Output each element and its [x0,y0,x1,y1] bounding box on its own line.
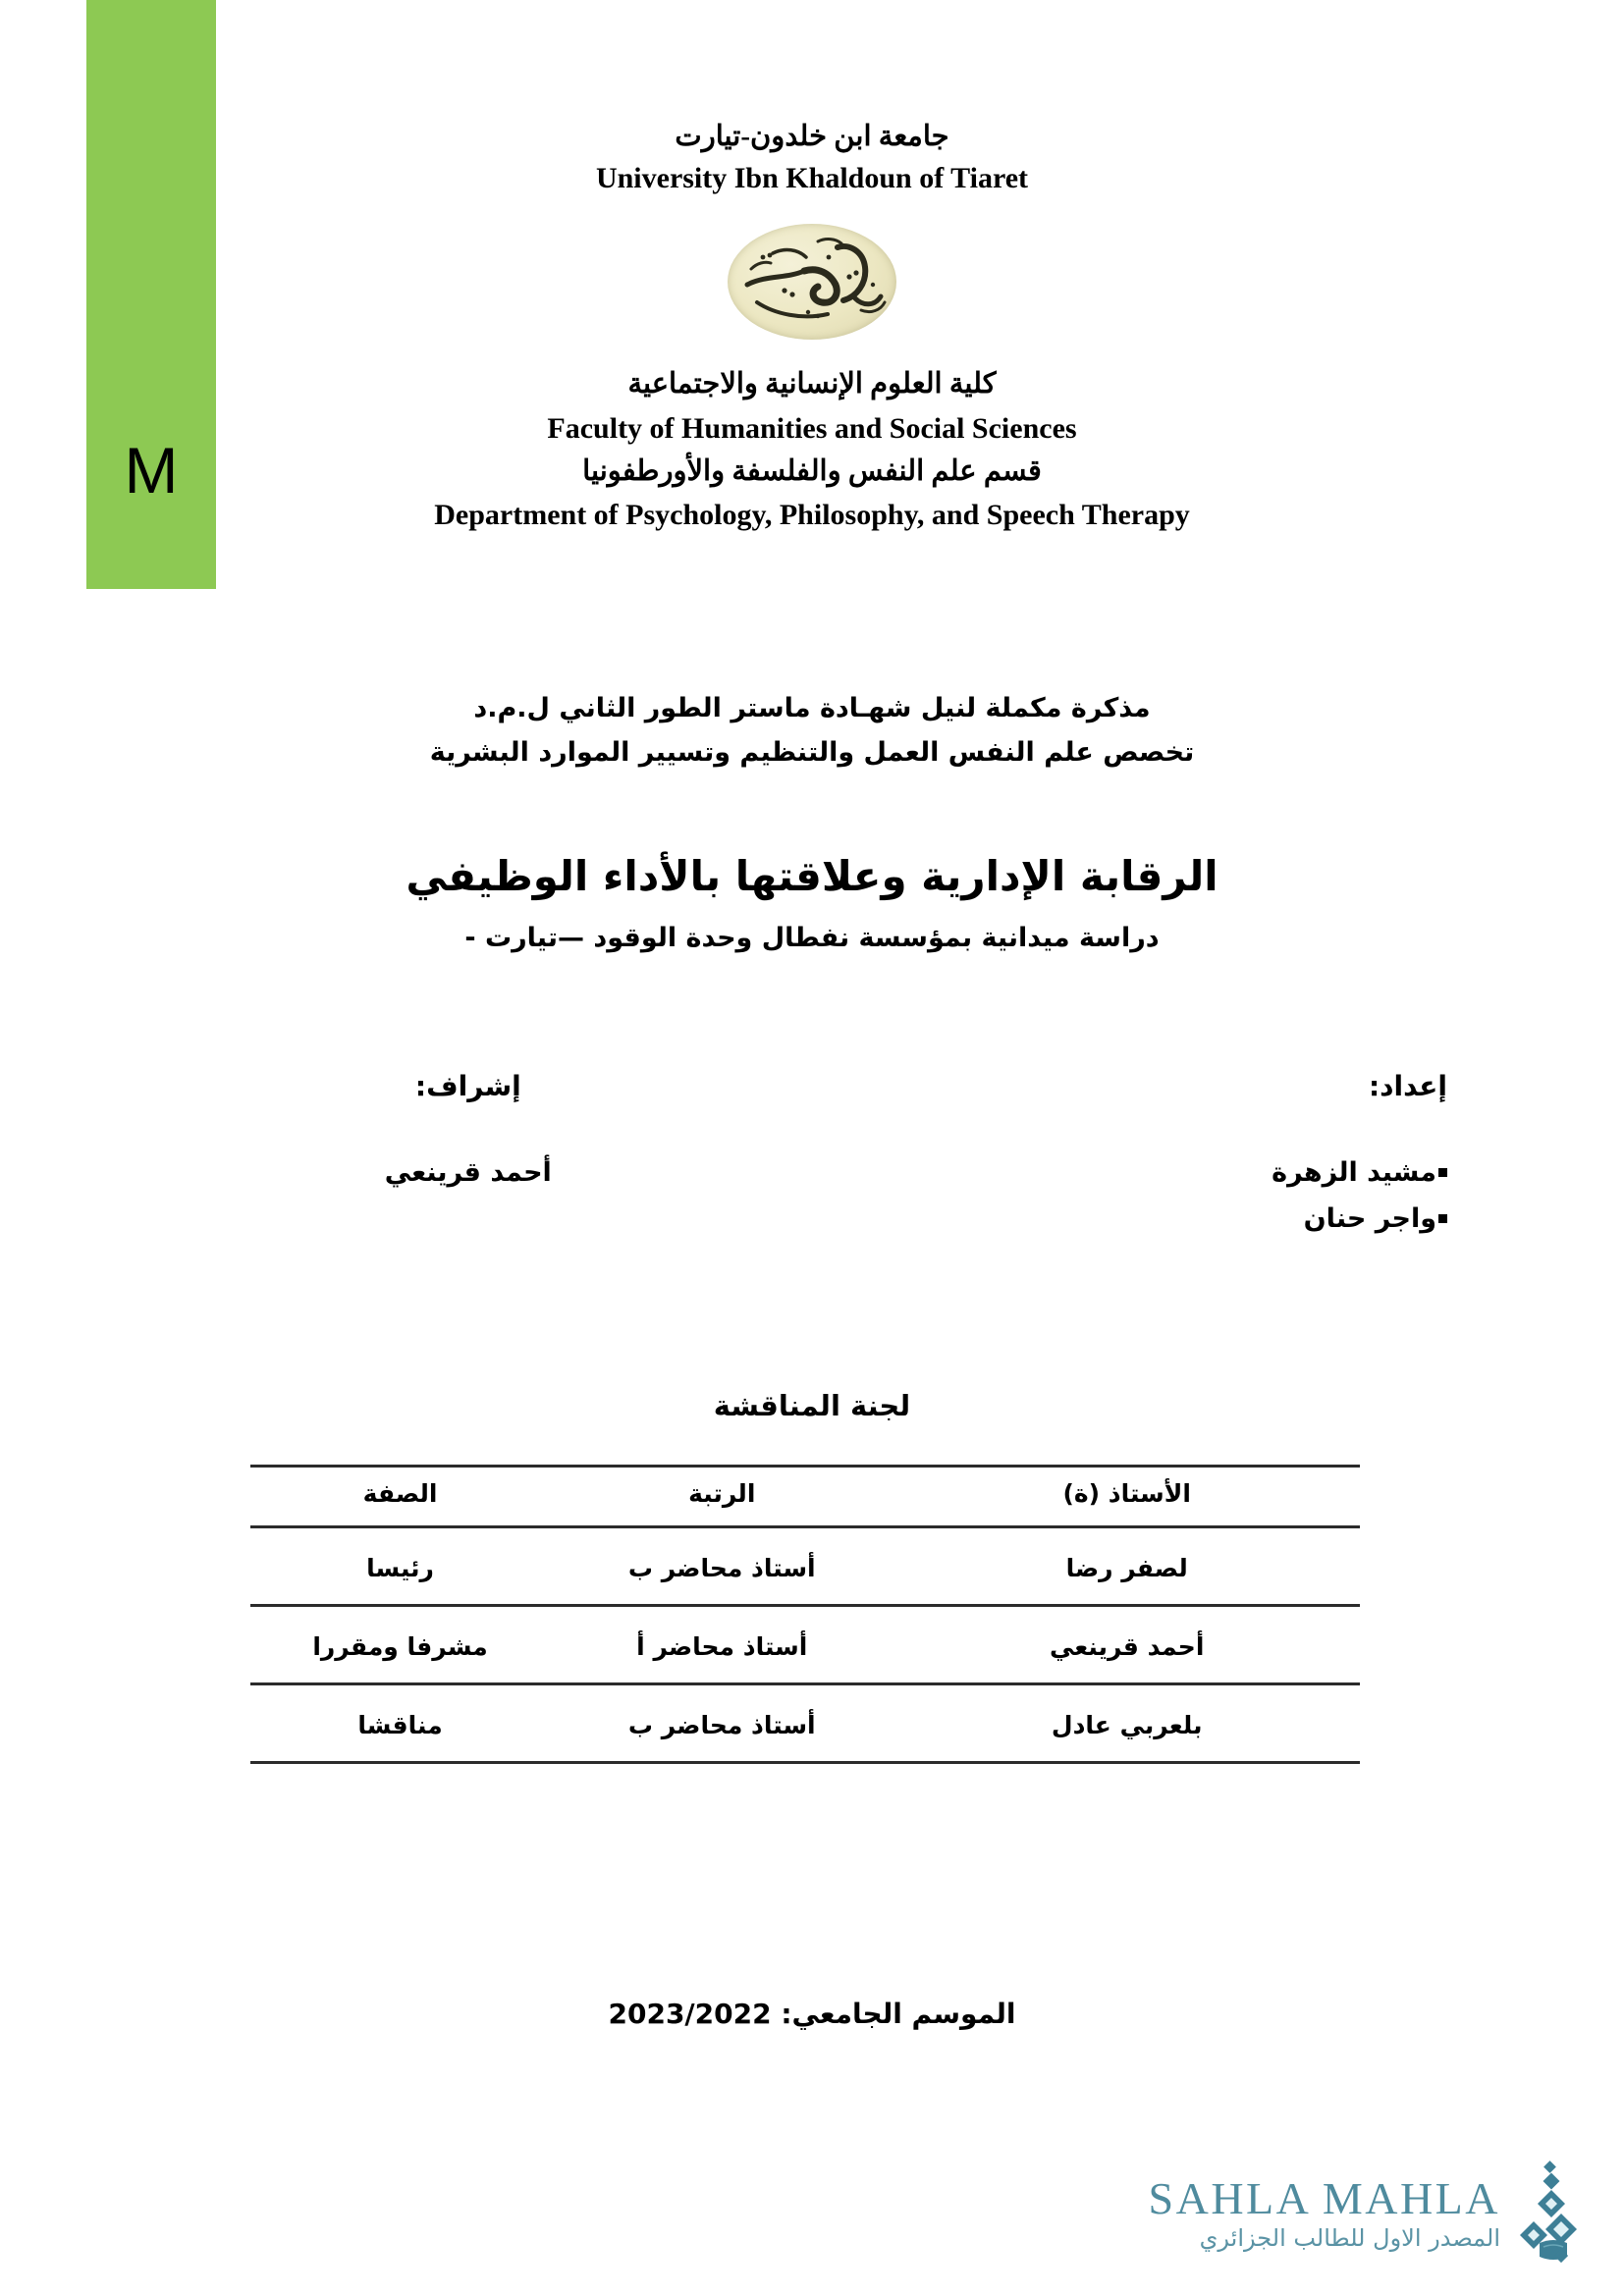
bullet-square-icon [1438,1168,1447,1177]
column-header-role: الصفة [250,1467,550,1527]
sahla-mahla-watermark [1149,2161,1585,2267]
author-name: واجر حنان [1303,1203,1436,1235]
thesis-subtitle: دراسة ميدانية بمؤسسة نفطال وحدة الوقود —تيارت - [464,922,1160,953]
department-name-english: Department of Psychology, Philosophy, and Speech Therapy [434,499,1190,531]
author-item [844,1149,1447,1196]
table-row [250,1527,1360,1606]
cell-rank: أستاذ محاضر ب [550,1527,893,1606]
green-side-tab [86,0,216,589]
degree-line-2: تخصص علم النفس العمل والتنظيم وتسيير الموارد البشرية [429,736,1195,768]
degree-line-1: مذكرة مكملة لنيل شهـادة ماستر الطور الثاني ل.م.د [473,693,1151,723]
faculty-name-arabic: كلية العلوم الإنسانية والاجتماعية [627,368,997,400]
supervisor-list [167,1149,770,1196]
cell-rank: أستاذ محاضر أ [550,1606,893,1684]
cell-professor: بلعربي عادل [893,1684,1360,1763]
cell-professor: أحمد قرينعي [893,1606,1360,1684]
faculty-name-english: Faculty of Humanities and Social Sciences [547,411,1077,445]
jury-table [250,1465,1360,1764]
supervisor-name: أحمد قرينعي [384,1157,552,1188]
watermark-brand: SAHLA MAHLA [1148,2172,1500,2223]
table-row [250,1606,1360,1684]
logo-container [0,224,1624,340]
department-name-arabic: قسم علم النفس والفلسفة والأورطفونيا [582,454,1042,487]
thesis-title-block [147,849,1477,959]
table-header-row [250,1467,1360,1527]
sahla-mahla-ornament-icon [1510,2161,1585,2267]
cell-role: مناقشا [250,1684,550,1763]
cell-professor: لصفر رضا [893,1527,1360,1606]
faculty-department-block [177,363,1447,537]
degree-statement [196,687,1428,774]
cell-role: رئيسا [250,1527,550,1606]
university-name-arabic: جامعة ابن خلدون-تيارت [675,121,949,152]
table-row [250,1684,1360,1763]
cell-role: مشرفا ومقررا [250,1606,550,1684]
column-header-rank: الرتبة [550,1467,893,1527]
supervisor-label: إشراف: [414,1070,521,1102]
authors-list [844,1149,1447,1243]
cell-rank: أستاذ محاضر ب [550,1684,893,1763]
author-name: مشيد الزهرة [1272,1157,1436,1188]
academic-year: الموسم الجامعي: 2023/2022 [608,1998,1016,2030]
credits-block [167,1070,1477,1243]
jury-table-container [250,1465,1360,1764]
jury-section-title: لجنة المناقشة [713,1389,911,1422]
thesis-main-title: الرقابة الإدارية وعلاقتها بالأداء الوظيفي [406,852,1218,900]
column-header-professor: الأستاذ (ة) [893,1467,1360,1527]
watermark-tagline: المصدر الاول للطالب الجزائري [1199,2224,1500,2253]
bullet-square-icon [1438,1214,1447,1223]
university-header [177,116,1447,200]
university-name-english: University Ibn Khaldoun of Tiaret [595,162,1029,195]
university-seal-logo [728,224,896,340]
authors-column [844,1070,1477,1243]
side-tab-letter: M [124,434,179,507]
author-item [844,1196,1447,1242]
supervisor-column [167,1070,770,1243]
authors-label: إعداد: [1368,1070,1447,1102]
watermark-text [1148,2172,1500,2253]
